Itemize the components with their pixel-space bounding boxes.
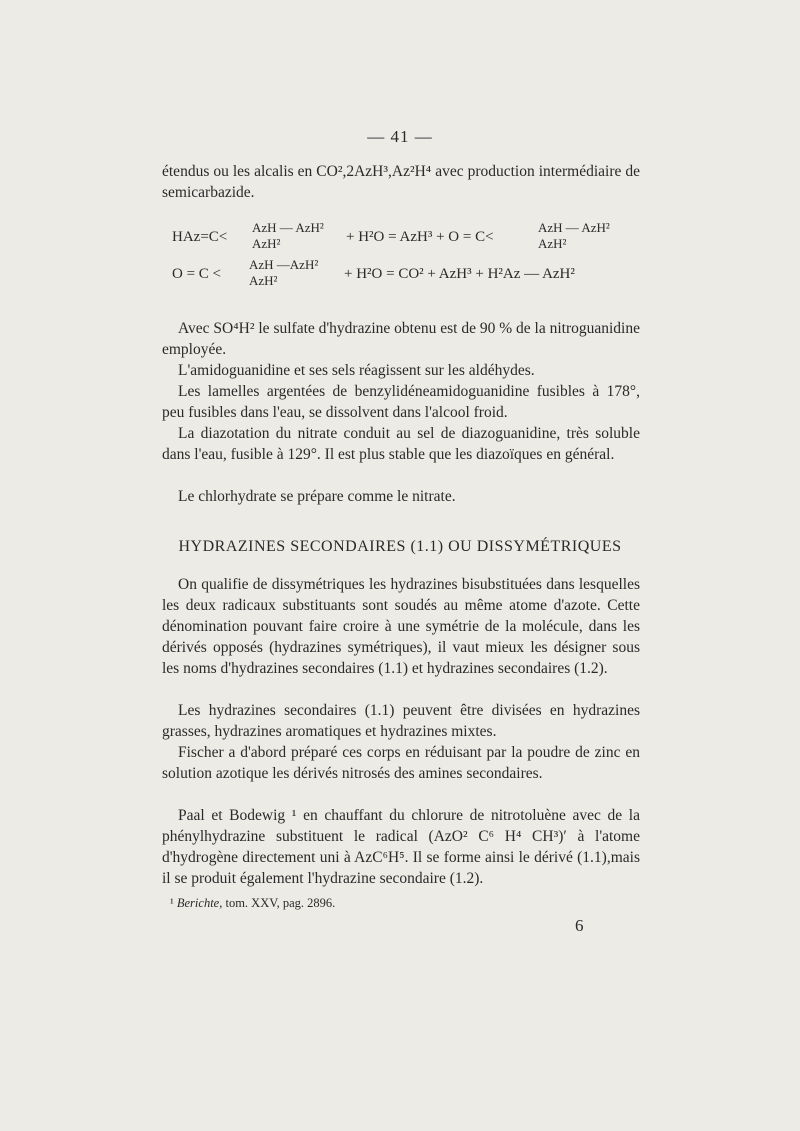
- footnote-marker: ¹: [170, 896, 174, 910]
- body-paragraph: Paal et Bodewig ¹ en chauffant du chlorure de nitrotoluène avec de la phénylhydrazine substituent le radical (AzO² C⁶ H⁴ CH³)′ à l'atome d'hydrogène directement uni à AzC⁶H⁵. Il se forme ainsi le dérivé (1.1),mais il se produit également l'hydrazine secondaire (1.2).: [162, 807, 640, 887]
- formula-1-lhs-prefix: HAz=C<: [172, 229, 228, 245]
- formula-2-lhs-top: AzH —AzH²: [249, 257, 319, 272]
- paragraph: La diazotation du nitrate conduit au sel de diazoguanidine, très soluble dans l'eau, fusible à 129°. Il est plus stable que les diazoïques en général.: [162, 425, 640, 463]
- footnote-detail: tom. XXV, pag. 2896.: [225, 896, 336, 910]
- intro-paragraph: étendus ou les alcalis en CO²,2AzH³,Az²H⁴ avec production intermédiaire de semicarbazide.: [162, 163, 640, 201]
- formula-2-lhs-bottom: AzH²: [249, 273, 278, 288]
- paragraph: Le chlorhydrate se prépare comme le nitrate.: [178, 488, 456, 505]
- formula-1-lhs-bottom: AzH²: [252, 236, 281, 251]
- page-number: — 41 —: [367, 127, 433, 146]
- formula-1-middle: + H²O = AzH³ + O = C<: [346, 229, 494, 245]
- paragraph: Avec SO⁴H² le sulfate d'hydrazine obtenu est de 90 % de la nitroguanidine employée.: [162, 320, 640, 358]
- body-paragraph: Les hydrazines secondaires (1.1) peuvent être divisées en hydrazines grasses, hydrazines aromatiques et hydrazines mixtes.: [162, 702, 640, 740]
- formula-2-rhs: + H²O = CO² + AzH³ + H²Az — AzH²: [344, 266, 575, 282]
- formula-1-rhs-top: AzH — AzH²: [538, 220, 610, 235]
- footnote-source: Berichte,: [176, 896, 223, 910]
- formula-2-lhs-prefix: O = C <: [172, 266, 222, 282]
- formula-1-lhs-top: AzH — AzH²: [252, 220, 324, 235]
- section-heading: HYDRAZINES SECONDAIRES (1.1) OU DISSYMÉTRIQUES: [178, 538, 622, 555]
- paragraph: Les lamelles argentées de benzylidéneamidoguanidine fusibles à 178°, peu fusibles dans l'eau, se dissolvent dans l'alcool froid.: [162, 383, 640, 421]
- signature-mark: 6: [575, 916, 584, 935]
- body-paragraph: On qualifie de dissymétriques les hydrazines bisubstituées dans lesquelles les deux radicaux substituants sont soudés au même atome d'azote. Cette dénomination pouvant faire croire à une symétrie de la molécule, dans les dérivés opposés (hydrazines symétriques), il vaut mieux les désigner sous les noms d'hydrazines secondaires (1.1) et hydrazines secondaires (1.2).: [162, 576, 640, 677]
- body-paragraph: Fischer a d'abord préparé ces corps en réduisant par la poudre de zinc en solution azotique les dérivés nitrosés des amines secondaires.: [162, 744, 640, 782]
- paragraph: L'amidoguanidine et ses sels réagissent sur les aldéhydes.: [178, 362, 535, 379]
- formula-1-rhs-bottom: AzH²: [538, 236, 567, 251]
- footnote: [170, 896, 335, 911]
